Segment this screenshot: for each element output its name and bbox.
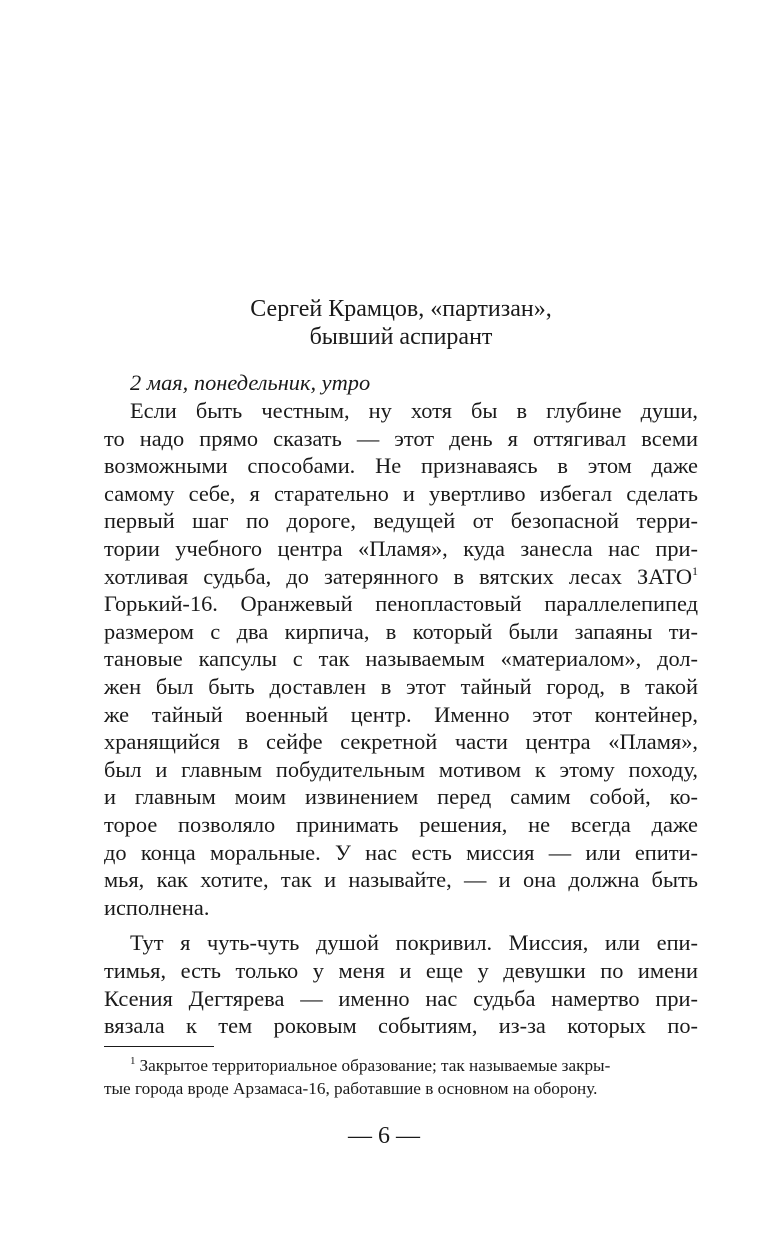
page-number: — 6 — [348,1123,420,1149]
text-line: торое позволяло принимать решения, не всегда даже [104,812,698,837]
chapter-title-line: Сергей Крамцов, «партизан», [250,296,552,322]
text-line: же тайный военный центр. Именно этот контейнер, [104,701,698,727]
text-line: тории учебного центра «Пламя», куда занесла нас при- [104,536,698,562]
text-line: вязала к тем роковым событиям, из-за которых по- [104,1013,698,1039]
text-line: размером с два кирпича, в который были запаяны ти- [104,618,698,644]
text-line: был и главным побудительным мотивом к этому походу, [104,756,698,782]
chapter-title [104,296,698,351]
footnote-line [104,1054,698,1077]
text-line: мья, как хотите, так и называйте, — и она должна быть [104,867,698,893]
text-line: хранящийся в сейфе секретной части центра «Пламя», [104,729,698,755]
text-line: до конца моральные. У нас есть миссия — или епити- [104,839,698,865]
text-line: хотливая судьба, до затерянного в вятских лесах ЗАТО [104,563,692,589]
footnote-text: Закрытое территориальное образование; так называемые закры- [139,1056,611,1075]
text-line: тановые капсулы с так называемым «материалом», дол- [104,646,698,672]
footnote-separator [104,1046,214,1047]
paragraph-2 [104,929,698,1039]
paragraph-gap [104,921,698,929]
paragraph-1 [104,397,698,921]
text-line: Ксения Дегтярева — именно нас судьба намертво при- [104,985,698,1011]
chapter-title-line: бывший аспирант [309,323,493,350]
text-line: Если быть честным, ну хотя бы в глубине души, [130,398,698,424]
text-line: и главным моим извинением перед самим собой, ко- [104,784,698,810]
text-line: то надо прямо сказать — этот день я оттягивал всеми [104,425,698,451]
text-line: жен был быть доставлен в этот тайный город, в такой [104,674,698,700]
footnote-line: тые города вроде Арзамаса-16, работавшие в основном на оборону. [104,1079,598,1098]
footnote-reference[interactable]: 1 [692,563,698,578]
text-line: Тут я чуть-чуть душой покривил. Миссия, или епи- [130,930,698,956]
footnote-marker: 1 [130,1055,136,1067]
text-line: самому себе, я старательно и увертливо избегал сделать [104,480,698,506]
footnote [104,1054,698,1100]
text-line: Горький-16. Оранжевый пенопластовый параллелепипед [104,591,698,617]
body-text [104,369,698,1040]
text-line: возможными способами. Не признаваясь в этом даже [104,453,698,479]
text-line: исполнена. [104,894,210,920]
text-line: первый шаг по дороге, ведущей от безопасной терри- [104,508,698,534]
text-line-with-footnote [104,563,698,591]
dateline: 2 мая, понедельник, утро [130,370,371,395]
text-line: тимья, есть только у меня и еще у девушки по имени [104,957,698,983]
